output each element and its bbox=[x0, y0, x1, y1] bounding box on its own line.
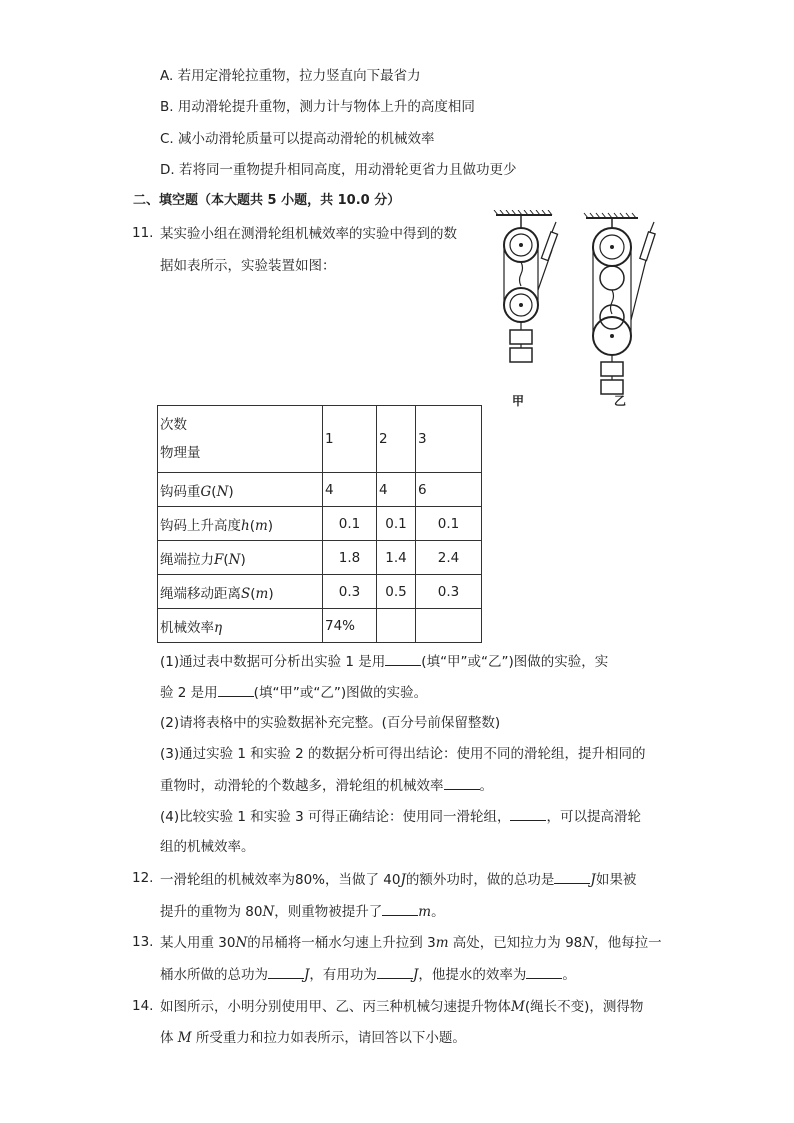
table-cell bbox=[416, 609, 482, 643]
table-cell: 6 bbox=[416, 473, 482, 507]
answer-blank[interactable] bbox=[382, 901, 418, 916]
table-cell: 0.5 bbox=[377, 575, 416, 609]
question-13-line1: 某人用重 30N的吊桶将一桶水匀速上升拉到 3m 高处，已知拉力为 98N，他每拉一 bbox=[160, 935, 662, 951]
table-row bbox=[158, 609, 482, 643]
question-11-line1: 某实验小组在测滑轮组机械效率的实验中得到的数 bbox=[160, 226, 457, 242]
question-12-line1: 一滑轮组的机械效率为80%，当做了 40J的额外功时，做的总功是 J如果被 bbox=[160, 869, 636, 890]
row-label: 绳端移动距离S(m) bbox=[158, 575, 323, 609]
sub-question-4-line1: (4)比较实验 1 和实验 3 可得正确结论：使用同一滑轮组， ，可以提高滑轮 bbox=[160, 806, 641, 827]
header-quantity-label: 物理量 bbox=[160, 445, 201, 461]
column-header-1: 1 bbox=[323, 406, 377, 473]
row-label: 绳端拉力F(N) bbox=[158, 541, 323, 575]
answer-blank[interactable] bbox=[218, 682, 254, 697]
question-13-line2: 桶水所做的总功为 J，有用功为 J，他提水的效率为 。 bbox=[160, 964, 576, 985]
table-row bbox=[158, 507, 482, 541]
sub-question-1-line1: (1)通过表中数据可分析出实验 1 是用 (填“甲”或“乙”)图做的实验，实 bbox=[160, 651, 608, 672]
answer-blank[interactable] bbox=[268, 964, 304, 979]
answer-blank[interactable] bbox=[554, 869, 590, 884]
question-12-number: 12. bbox=[132, 870, 154, 886]
table-cell: 0.1 bbox=[416, 507, 482, 541]
table-cell: 1.8 bbox=[323, 541, 377, 575]
column-header-3: 3 bbox=[416, 406, 482, 473]
experiment-data-table bbox=[157, 405, 482, 643]
pulley-setup-b bbox=[584, 213, 655, 394]
question-14-line1: 如图所示，小明分别使用甲、乙、丙三种机械匀速提升物体M(绳长不变)，测得物 bbox=[160, 999, 644, 1015]
sub-question-3-line1: (3)通过实验 1 和实验 2 的数据分析可得出结论：使用不同的滑轮组，提升相同的 bbox=[160, 746, 646, 762]
question-12-line2: 提升的重物为 80N，则重物被提升了 m。 bbox=[160, 901, 445, 922]
table-header-cell bbox=[158, 406, 323, 473]
figure-label-a: 甲 bbox=[512, 394, 525, 408]
answer-blank[interactable] bbox=[377, 964, 413, 979]
row-label: 钩码重G(N) bbox=[158, 473, 323, 507]
option-c: C. 减小动滑轮质量可以提高动滑轮的机械效率 bbox=[160, 131, 435, 147]
header-count-label: 次数 bbox=[160, 417, 187, 433]
figure-label-b: 乙 bbox=[614, 394, 627, 408]
pulley-setup-a bbox=[494, 210, 558, 362]
table-cell bbox=[377, 609, 416, 643]
table-header-row bbox=[158, 406, 482, 473]
sub-question-1-line2: 验 2 是用 (填“甲”或“乙”)图做的实验。 bbox=[160, 682, 427, 703]
option-d: D. 若将同一重物提升相同高度，用动滑轮更省力且做功更少 bbox=[160, 162, 517, 178]
table-cell: 0.3 bbox=[323, 575, 377, 609]
option-a: A. 若用定滑轮拉重物，拉力竖直向下最省力 bbox=[160, 68, 421, 84]
question-11-number: 11. bbox=[132, 225, 154, 241]
table-cell: 0.1 bbox=[323, 507, 377, 541]
row-label: 钩码上升高度h(m) bbox=[158, 507, 323, 541]
row-label: 机械效率η bbox=[158, 609, 323, 643]
question-11-line2: 据如表所示，实验装置如图： bbox=[160, 258, 336, 274]
answer-blank[interactable] bbox=[385, 651, 421, 666]
table-row bbox=[158, 473, 482, 507]
sub-question-2: (2)请将表格中的实验数据补充完整。(百分号前保留整数) bbox=[160, 715, 501, 731]
table-cell: 0.1 bbox=[377, 507, 416, 541]
table-row bbox=[158, 541, 482, 575]
question-14-number: 14. bbox=[132, 998, 154, 1014]
table-cell: 4 bbox=[377, 473, 416, 507]
pulley-figure bbox=[488, 210, 678, 410]
answer-blank[interactable] bbox=[510, 806, 546, 821]
table-cell: 74% bbox=[323, 609, 377, 643]
section-title: 二、填空题（本大题共 5 小题，共 10.0 分） bbox=[133, 193, 401, 208]
table-cell: 0.3 bbox=[416, 575, 482, 609]
question-13-number: 13. bbox=[132, 934, 154, 950]
answer-blank[interactable] bbox=[444, 775, 480, 790]
answer-blank[interactable] bbox=[526, 964, 562, 979]
table-cell: 4 bbox=[323, 473, 377, 507]
sub-question-3-line2: 重物时，动滑轮的个数越多，滑轮组的机械效率 。 bbox=[160, 775, 493, 796]
sub-question-4-line2: 组的机械效率。 bbox=[160, 839, 255, 855]
column-header-2: 2 bbox=[377, 406, 416, 473]
table-row bbox=[158, 575, 482, 609]
question-14-line2: 体 M 所受重力和拉力如表所示，请回答以下小题。 bbox=[160, 1030, 466, 1046]
option-b: B. 用动滑轮提升重物，测力计与物体上升的高度相同 bbox=[160, 99, 475, 115]
table-cell: 2.4 bbox=[416, 541, 482, 575]
table-cell: 1.4 bbox=[377, 541, 416, 575]
